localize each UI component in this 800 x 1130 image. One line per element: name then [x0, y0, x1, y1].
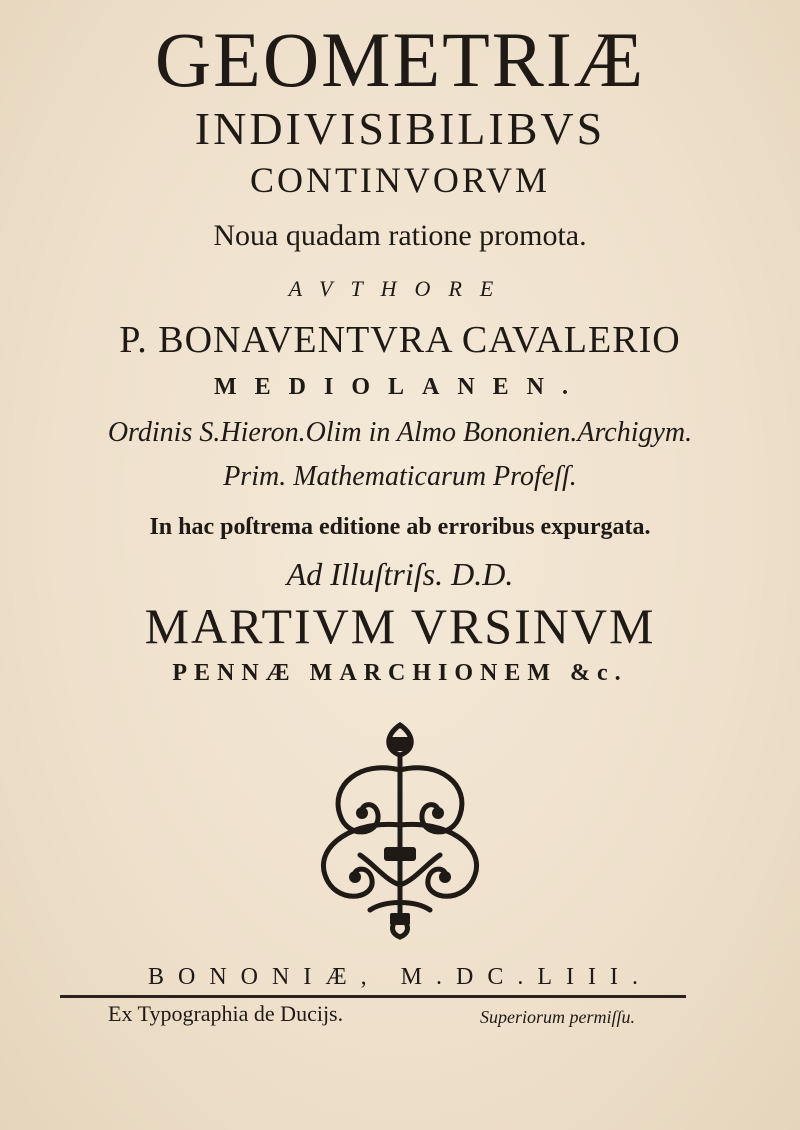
printers-ornament-icon [300, 715, 500, 940]
dedicatee-name: MARTIVM VRSINVM [144, 598, 656, 654]
place-and-date: BONONIÆ, M.DC.LIII. [148, 964, 652, 990]
author-title: Prim. Mathematicarum Profeſſ. [223, 461, 577, 492]
title-line-indivisibilibus: INDIVISIBILIBVS [194, 103, 606, 154]
edition-note: In hac poſtrema editione ab erroribus expurgata. [149, 514, 651, 540]
author-order: Ordinis S.Hieron.Olim in Almo Bononien.Archigym. [107, 417, 693, 448]
subtitle: Noua quadam ratione promota. [213, 219, 587, 252]
author-name: P. BONAVENTVRA CAVALERIO [119, 319, 681, 361]
printer-imprint: Ex Typographia de Ducijs. [108, 1001, 344, 1026]
title-line-geometriae: GEOMETRIÆ [154, 16, 646, 103]
author-origin: MEDIOLANEN. [213, 374, 586, 400]
dedicatee-title: PENNÆ MARCHIONEM &c. [172, 660, 628, 686]
authore-label: AVTHORE [288, 276, 512, 301]
dedication-intro: Ad Illuſtriſs. D.D. [286, 556, 514, 592]
imprint-rule [60, 995, 686, 998]
title-line-continuorum: CONTINVORVM [249, 160, 551, 200]
permission-note: Superiorum permiſſu. [480, 1007, 635, 1027]
